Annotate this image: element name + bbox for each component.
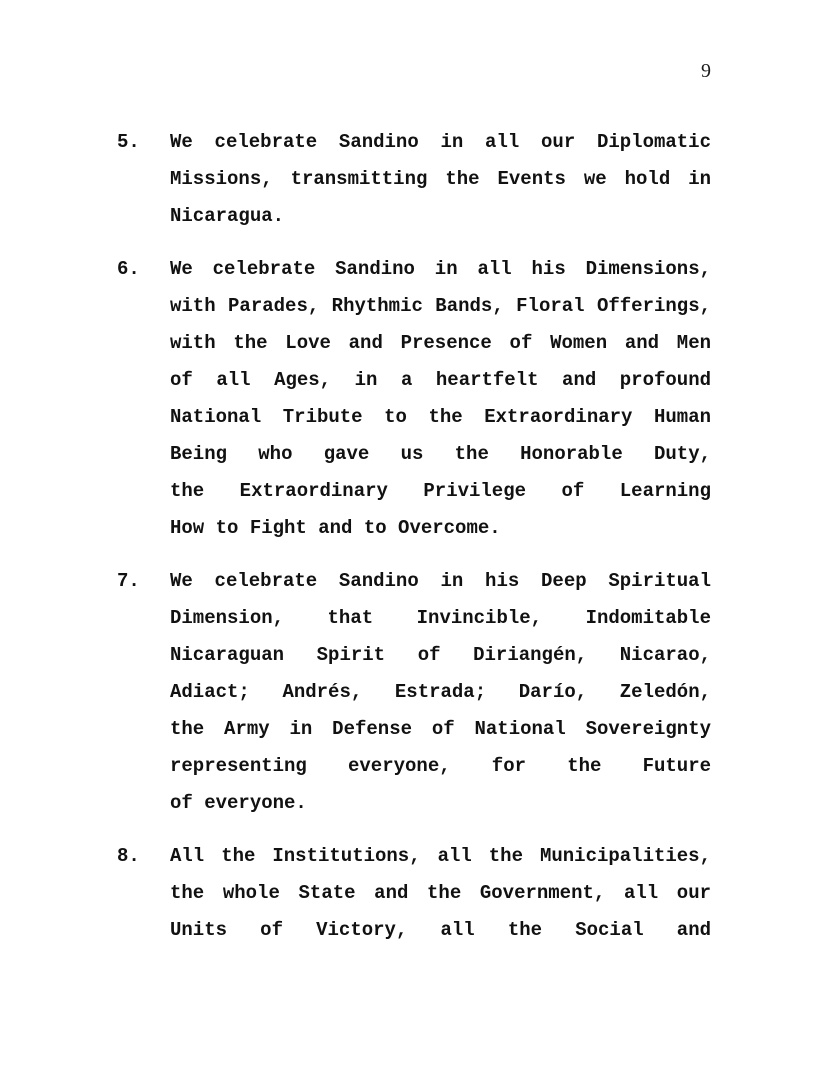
text-line: Adiact; Andrés, Estrada; Darío, Zeledón, [170,681,711,703]
text-line: of everyone. [170,792,307,814]
text-line: the Extraordinary Privilege of Learning [170,480,711,502]
item-body [170,563,711,822]
list-item [117,563,711,822]
numbered-list [117,124,711,949]
item-number: 6. [117,258,140,280]
text-line: We celebrate Sandino in all his Dimensions, [170,258,711,280]
text-line: Units of Victory, all the Social and [170,919,711,941]
text-line: All the Institutions, all the Municipalities, [170,845,711,867]
list-item [117,124,711,235]
text-line: How to Fight and to Overcome. [170,517,501,539]
text-line: Missions, transmitting the Events we hold in [170,168,711,190]
item-body [170,251,711,547]
list-item [117,838,711,949]
text-line: National Tribute to the Extraordinary Human [170,406,711,428]
text-line: the whole State and the Government, all our [170,882,711,904]
text-line: the Army in Defense of National Sovereignty [170,718,711,740]
text-line: with the Love and Presence of Women and Men [170,332,711,354]
list-item [117,251,711,547]
text-line: We celebrate Sandino in all our Diplomatic [170,131,711,153]
item-number: 5. [117,131,140,153]
item-number: 7. [117,570,140,592]
text-line: We celebrate Sandino in his Deep Spiritual [170,570,711,592]
page-number: 9 [701,60,711,82]
item-body [170,838,711,949]
text-line: Dimension, that Invincible, Indomitable [170,607,711,629]
item-body [170,124,711,235]
item-number: 8. [117,845,140,867]
text-line: Nicaragua. [170,205,285,227]
text-line: representing everyone, for the Future [170,755,711,777]
text-line: Nicaraguan Spirit of Diriangén, Nicarao, [170,644,711,666]
text-line: of all Ages, in a heartfelt and profound [170,369,711,391]
text-line: Being who gave us the Honorable Duty, [170,443,711,465]
text-line: with Parades, Rhythmic Bands, Floral Offerings, [170,295,711,317]
